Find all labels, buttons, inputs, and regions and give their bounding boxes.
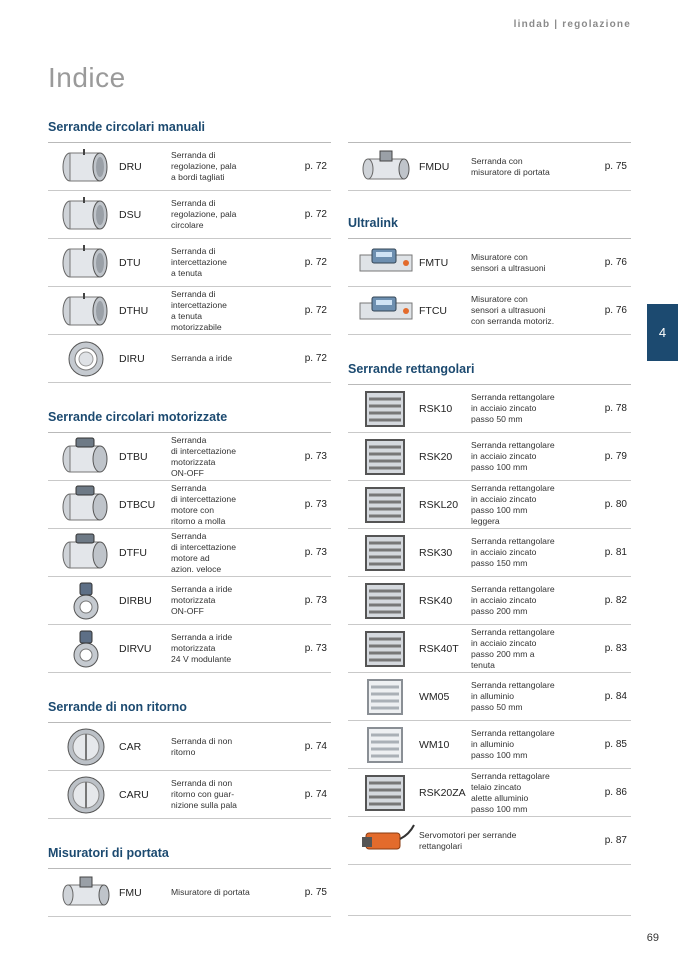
- product-code: DSU: [119, 208, 142, 221]
- product-code: DTU: [119, 256, 141, 269]
- page-reference[interactable]: p. 73: [304, 451, 327, 462]
- index-entry[interactable]: [48, 771, 331, 819]
- page-reference[interactable]: p. 73: [304, 643, 327, 654]
- page-reference[interactable]: p. 83: [604, 643, 627, 654]
- product-description: Serranda di intercettazione a tenuta: [171, 246, 227, 278]
- iris-damper-icon: [56, 339, 116, 379]
- section-list: [348, 239, 631, 335]
- index-entry[interactable]: [48, 723, 331, 771]
- product-code: RSK10: [419, 402, 453, 415]
- motor-damper-icon: [56, 437, 116, 477]
- section-heading: Serrande circolari manuali: [48, 120, 206, 134]
- section-list: [48, 143, 331, 383]
- product-code: CARU: [119, 788, 149, 801]
- index-entry[interactable]: [348, 239, 631, 287]
- page-title: Indice: [48, 62, 126, 93]
- index-entry[interactable]: [348, 385, 631, 433]
- product-code: RSKL20: [419, 498, 459, 511]
- product-code: DTFU: [119, 546, 147, 559]
- iris-motor-icon: [56, 629, 116, 669]
- product-code: WM10: [419, 738, 450, 751]
- section-heading: Serrande circolari motorizzate: [48, 410, 228, 424]
- column-end-rule: [348, 915, 631, 916]
- section-list: [348, 385, 631, 865]
- rect-damper-icon: [356, 389, 416, 429]
- product-code: RSK40: [419, 594, 453, 607]
- index-entry[interactable]: [348, 769, 631, 817]
- index-entry[interactable]: [48, 191, 331, 239]
- product-code: CAR: [119, 740, 142, 753]
- product-description: Serranda di regolazione, pala a bordi tagliati: [171, 150, 237, 182]
- motor-damper-icon: [56, 485, 116, 525]
- product-description: Serranda rettangolare in acciaio zincato passo 200 mm: [471, 584, 555, 616]
- index-entry[interactable]: [348, 481, 631, 529]
- index-entry[interactable]: [48, 481, 331, 529]
- page-reference[interactable]: p. 72: [304, 257, 327, 268]
- page-reference[interactable]: p. 86: [604, 787, 627, 798]
- flow-meter-icon: [56, 873, 116, 913]
- brand-header: lindab | regolazione: [513, 19, 631, 30]
- rect-damper-icon: [356, 773, 416, 813]
- product-description: Serranda rettagolare telaio zincato alette alluminio passo 100 mm: [471, 770, 550, 814]
- index-entry[interactable]: [48, 869, 331, 917]
- iris-motor-icon: [56, 581, 116, 621]
- product-description: Misuratore con sensori a ultrasuoni: [471, 251, 546, 273]
- rect-damper-icon: [356, 437, 416, 477]
- index-entry[interactable]: [48, 143, 331, 191]
- index-entry[interactable]: [348, 577, 631, 625]
- index-entry[interactable]: [348, 817, 631, 865]
- product-code: RSK20ZA: [419, 786, 466, 799]
- product-code: FMTU: [419, 256, 449, 269]
- page-reference[interactable]: p. 74: [304, 741, 327, 752]
- alu-damper-icon: [356, 725, 416, 765]
- page-reference[interactable]: p. 76: [604, 305, 627, 316]
- index-entry[interactable]: [348, 143, 631, 191]
- product-code: DIRU: [119, 352, 145, 365]
- product-description: Serranda con misuratore di portata: [471, 155, 550, 177]
- index-entry[interactable]: [348, 433, 631, 481]
- index-entry[interactable]: [48, 529, 331, 577]
- section-heading: Serrande rettangolari: [348, 362, 475, 376]
- check-valve-icon: [56, 727, 116, 767]
- chapter-tab[interactable]: 4: [647, 304, 678, 361]
- check-valve-icon: [56, 775, 116, 815]
- product-code: DTBU: [119, 450, 148, 463]
- page-reference[interactable]: p. 72: [304, 209, 327, 220]
- rect-damper-icon: [356, 533, 416, 573]
- page-reference[interactable]: p. 73: [304, 547, 327, 558]
- round-damper-icon: [56, 291, 116, 331]
- page-reference[interactable]: p. 76: [604, 257, 627, 268]
- page-reference[interactable]: p. 84: [604, 691, 627, 702]
- ultrasonic-icon: [356, 243, 416, 283]
- product-description: Serranda di non ritorno con guar- nizione sulla pala: [171, 778, 237, 810]
- section-list: [48, 869, 331, 917]
- index-entry[interactable]: [48, 433, 331, 481]
- index-entry[interactable]: [48, 625, 331, 673]
- product-description: Serranda di intercettazione motorizzata ON-OFF: [171, 434, 236, 478]
- round-damper-icon: [56, 195, 116, 235]
- page-number: 69: [646, 932, 659, 944]
- page-reference[interactable]: p. 87: [604, 835, 627, 846]
- product-description: Serranda a iride motorizzata ON-OFF: [171, 584, 233, 616]
- motor-damper-icon: [56, 533, 116, 573]
- index-entry[interactable]: [348, 673, 631, 721]
- page-reference[interactable]: p. 81: [604, 547, 627, 558]
- index-entry[interactable]: [348, 529, 631, 577]
- product-code: DIRBU: [119, 594, 152, 607]
- page-reference[interactable]: p. 85: [604, 739, 627, 750]
- section-list: [48, 723, 331, 819]
- page-reference[interactable]: p. 75: [604, 161, 627, 172]
- page-reference[interactable]: p. 78: [604, 403, 627, 414]
- product-description: Serranda a iride motorizzata 24 V modulante: [171, 632, 233, 664]
- product-description: Serranda di intercettazione a tenuta motorizzabile: [171, 288, 227, 332]
- page-reference[interactable]: p. 73: [304, 499, 327, 510]
- product-description: Serranda a iride: [171, 353, 233, 363]
- round-damper-icon: [56, 243, 116, 283]
- product-code: DIRVU: [119, 642, 152, 655]
- page-reference[interactable]: p. 72: [304, 353, 327, 364]
- page-reference[interactable]: p. 74: [304, 789, 327, 800]
- page-reference[interactable]: p. 72: [304, 161, 327, 172]
- flow-meter-icon: [356, 147, 416, 187]
- actuator-icon: [356, 821, 416, 861]
- section-heading: Ultralink: [348, 216, 399, 230]
- product-code: DTHU: [119, 304, 149, 317]
- index-entry[interactable]: [348, 625, 631, 673]
- product-code: FMDU: [419, 160, 450, 173]
- product-description: Serranda di regolazione, pala circolare: [171, 198, 237, 230]
- product-code: RSK20: [419, 450, 453, 463]
- section-heading: Serrande di non ritorno: [48, 700, 187, 714]
- product-description: Serranda rettangolare in acciaio zincato passo 50 mm: [471, 392, 555, 424]
- product-description: Misuratore con sensori a ultrasuoni con serranda motoriz.: [471, 294, 555, 326]
- page-reference[interactable]: p. 79: [604, 451, 627, 462]
- rect-damper-icon: [356, 581, 416, 621]
- alu-damper-icon: [356, 677, 416, 717]
- product-code: RSK40T: [419, 642, 459, 655]
- section-list: [348, 143, 631, 191]
- product-description: Serranda di intercettazione motore ad azion. veloce: [171, 530, 236, 574]
- product-description: Serranda rettangolare in acciaio zincato passo 150 mm: [471, 536, 555, 568]
- index-entry[interactable]: [348, 287, 631, 335]
- product-description: Serranda rettangolare in acciaio zincato passo 100 mm leggera: [471, 482, 555, 526]
- product-description: Serranda rettangolare in acciaio zincato passo 200 mm a tenuta: [471, 626, 555, 670]
- product-code: WM05: [419, 690, 450, 703]
- index-entry[interactable]: [48, 239, 331, 287]
- product-description: Servomotori per serrande rettangolari: [419, 829, 517, 851]
- page-reference[interactable]: p. 82: [604, 595, 627, 606]
- product-description: Misuratore di portata: [171, 887, 250, 897]
- product-description: Serranda di intercettazione motore con ritorno a molla: [171, 482, 236, 526]
- rect-damper-icon: [356, 629, 416, 669]
- page-reference[interactable]: p. 72: [304, 305, 327, 316]
- section-heading: Misuratori di portata: [48, 846, 169, 860]
- product-description: Serranda rettangolare in alluminio passo 50 mm: [471, 680, 555, 712]
- ultrasonic-icon: [356, 291, 416, 331]
- round-damper-icon: [56, 147, 116, 187]
- product-description: Serranda di non ritorno: [171, 735, 233, 757]
- product-code: FMU: [119, 886, 142, 899]
- index-entry[interactable]: [48, 287, 331, 335]
- product-code: DTBCU: [119, 498, 156, 511]
- product-description: Serranda rettangolare in alluminio passo 100 mm: [471, 728, 555, 760]
- index-entry[interactable]: [348, 721, 631, 769]
- section-list: [48, 433, 331, 673]
- rect-damper-icon: [356, 485, 416, 525]
- page-reference[interactable]: p. 73: [304, 595, 327, 606]
- product-code: RSK30: [419, 546, 453, 559]
- index-entry[interactable]: [48, 577, 331, 625]
- product-description: Serranda rettangolare in acciaio zincato passo 100 mm: [471, 440, 555, 472]
- page-reference[interactable]: p. 75: [304, 887, 327, 898]
- page-reference[interactable]: p. 80: [604, 499, 627, 510]
- product-code: DRU: [119, 160, 142, 173]
- product-code: FTCU: [419, 304, 447, 317]
- index-entry[interactable]: [48, 335, 331, 383]
